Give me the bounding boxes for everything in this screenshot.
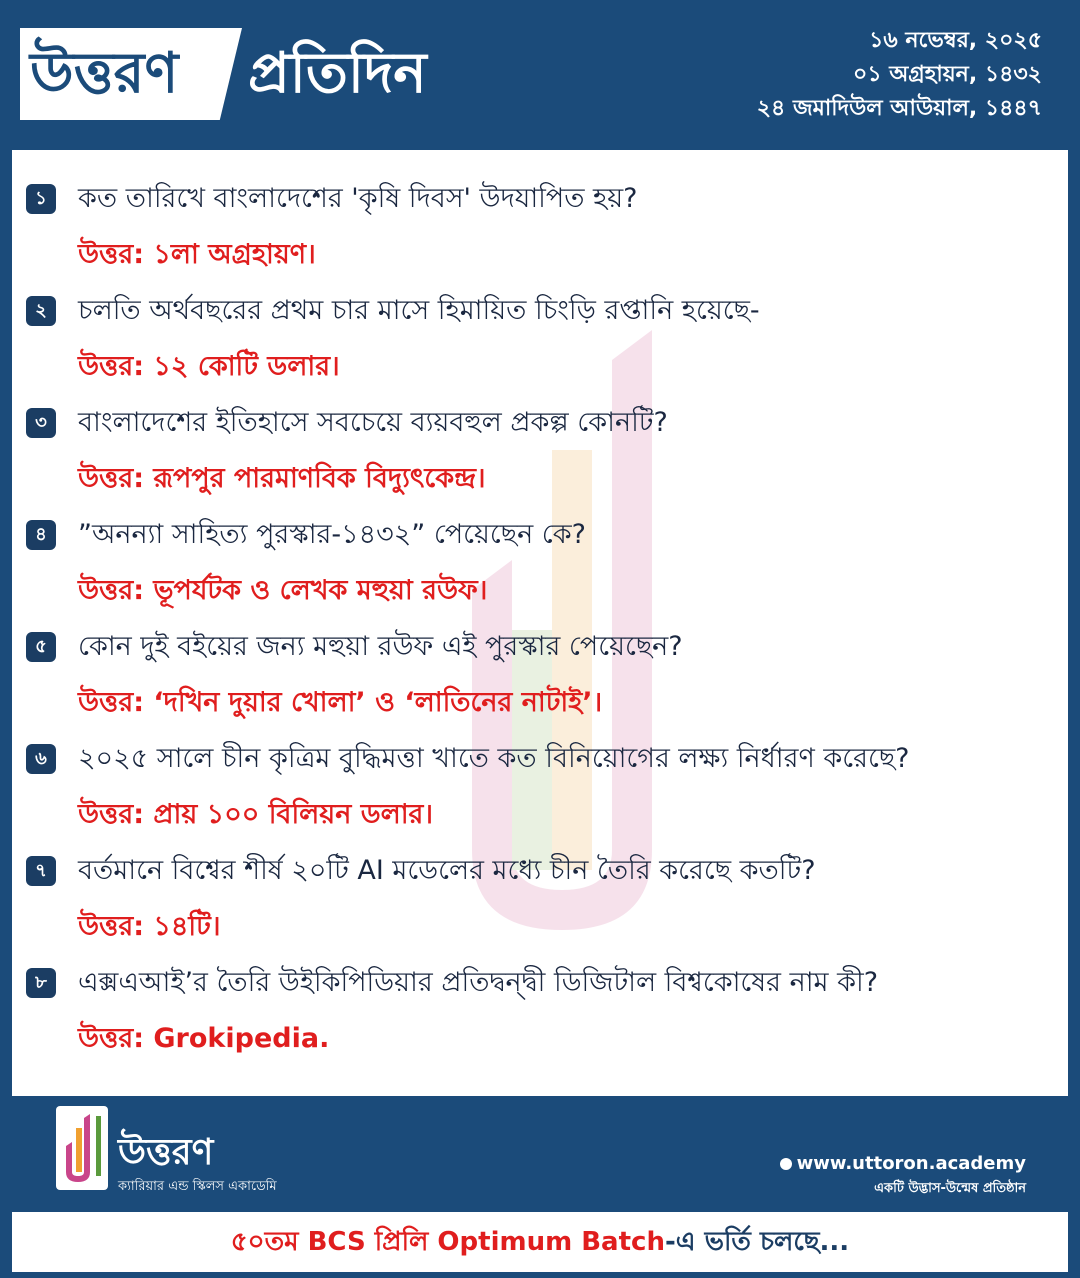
question-text: বাংলাদেশের ইতিহাসে সবচেয়ে ব্যয়বহুল প্রকল্প কোনটি? <box>78 407 668 438</box>
footer-brand: উত্তরণ <box>118 1132 214 1173</box>
brand-name: উত্তরণ <box>30 41 179 106</box>
question-number: ৩ <box>26 408 56 438</box>
date-hijri: ২৪ জমাদিউল আউয়াল, ১৪৪৭ <box>756 96 1042 121</box>
footer <box>0 1096 1080 1212</box>
answer-text: উত্তর: ১লা অগ্রহায়ণ। <box>78 239 316 270</box>
question-text: বর্তমানে বিশ্বের শীর্ষ ২০টি AI মডেলের মধ্যে চীন তৈরি করেছে কতটি? <box>78 855 816 886</box>
question-number: ২ <box>26 296 56 326</box>
footer-tagline: ক্যারিয়ার এন্ড স্কিলস একাডেমি <box>118 1179 277 1194</box>
date-block <box>757 24 1042 126</box>
banner-batch: ৫০তম BCS প্রিলি Optimum Batch <box>230 1227 665 1257</box>
answer-text: উত্তর: ১৪টি। <box>78 911 221 942</box>
question-text: ”অনন্যা সাহিত্য পুরস্কার-১৪৩২” পেয়েছেন কে? <box>78 519 586 550</box>
question-number: ৮ <box>26 968 56 998</box>
answer-text: উত্তর: ‘দখিন দুয়ার খোলা’ ও ‘লাতিনের নাটাই’। <box>78 687 603 718</box>
website-link[interactable] <box>780 1152 1026 1176</box>
brand-subtitle: প্রতিদিন <box>248 41 427 106</box>
banner-admission: -এ ভর্তি চলছে... <box>664 1227 850 1257</box>
question-number: ৪ <box>26 520 56 550</box>
question-text: কত তারিখে বাংলাদেশের 'কৃষি দিবস' উদযাপিত হয়? <box>78 183 638 214</box>
admission-banner <box>12 1212 1068 1272</box>
question-number: ৫ <box>26 632 56 662</box>
question-text: কোন দুই বইয়ের জন্য মহুয়া রউফ এই পুরস্কার পেয়েছেন? <box>78 631 683 662</box>
answer-text: উত্তর: ভূপর্যটক ও লেখক মহুয়া রউফ। <box>78 575 488 606</box>
website-text: www.uttoron.academy <box>796 1153 1026 1174</box>
qa-content <box>12 150 1068 1096</box>
answer-text: উত্তর: প্রায় ১০০ বিলিয়ন ডলার। <box>78 799 434 830</box>
question-number: ৬ <box>26 744 56 774</box>
question-number: ৭ <box>26 856 56 886</box>
answer-text: উত্তর: Grokipedia. <box>78 1023 330 1054</box>
date-bangla: ০১ অগ্রহায়ন, ১৪৩২ <box>853 62 1042 87</box>
answer-text: উত্তর: রূপপুর পারমাণবিক বিদ্যুৎকেন্দ্র। <box>78 463 486 494</box>
footer-subtitle: একটি উদ্ভাস-উন্মেষ প্রতিষ্ঠান <box>874 1181 1026 1196</box>
question-number: ১ <box>26 184 56 214</box>
footer-logo-box <box>56 1106 108 1190</box>
question-text: চলতি অর্থবছরের প্রথম চার মাসে হিমায়িত চিংড়ি রপ্তানি হয়েছে- <box>78 295 760 326</box>
globe-icon <box>780 1158 792 1170</box>
uttoron-logo-icon <box>56 1106 108 1190</box>
date-gregorian: ১৬ নভেম্বর, ২০২৫ <box>869 28 1042 53</box>
question-text: ২০২৫ সালে চীন কৃত্রিম বুদ্ধিমত্তা খাতে কত বিনিয়োগের লক্ষ্য নির্ধারণ করেছে? <box>78 743 910 774</box>
header <box>0 0 1080 150</box>
question-text: এক্সএআই’র তৈরি উইকিপিডিয়ার প্রতিদ্বন্দ্বী ডিজিটাল বিশ্বকোষের নাম কী? <box>78 967 879 998</box>
answer-text: উত্তর: ১২ কোটি ডলার। <box>78 351 340 382</box>
